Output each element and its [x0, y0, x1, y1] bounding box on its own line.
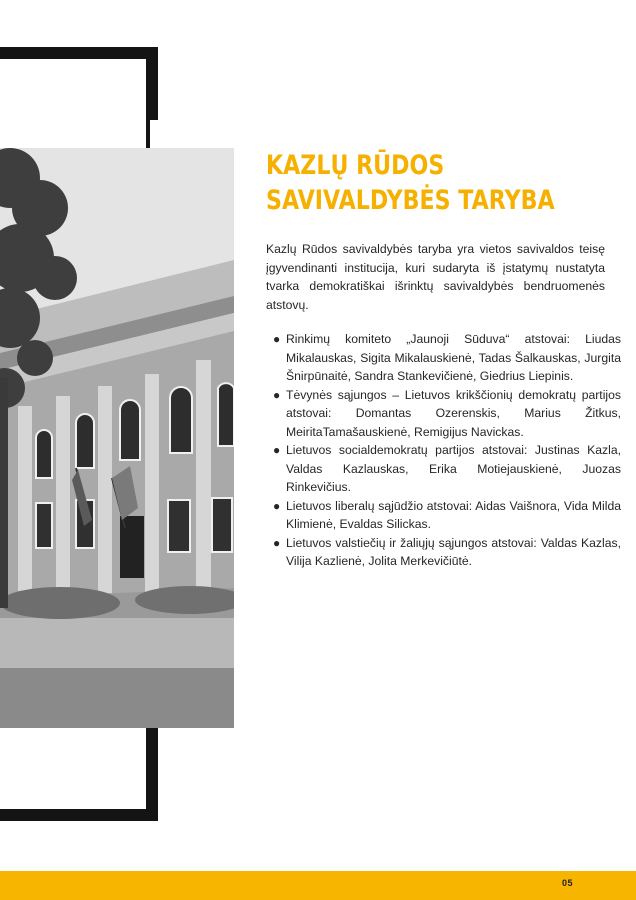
bullet-icon: ● [273, 443, 281, 457]
list-item [273, 497, 621, 534]
title-line-2: SAVIVALDYBĖS TARYBA [266, 185, 555, 216]
municipality-building-photo [0, 148, 234, 728]
list-item [273, 330, 621, 386]
bullet-icon: ● [273, 498, 281, 513]
page-number: 05 [561, 878, 573, 888]
list-item-text: Lietuvos socialdemokratų partijos atstovai: Justinas Kazla, Valdas Kazlauskas, Erika Motiejauskienė, Juozas Rinkevičius. [286, 443, 621, 494]
footer-bar [0, 871, 636, 900]
list-item-text: Tėvynės sąjungos – Lietuvos krikščionių demokratų partijos atstovai: Domantas Ozerenskis, Marius Žitkus, MeiritaTamašauskienė, Remigijus Navickas. [286, 387, 621, 439]
list-item-text: Rinkimų komiteto „Jaunoji Sūduva“ atstovai: Liudas Mikalauskas, Sigita Mikalauskienė, Tadas Šalkauskas, Jurgita Šnirpūnaitė, Sandra Stankevičienė, Giedrius Liepinis. [286, 332, 621, 383]
page-title [266, 148, 555, 218]
bullet-icon: ● [273, 332, 281, 346]
intro-paragraph: Kazlų Rūdos savivaldybės taryba yra vietos savivaldos teisę įgyvendinanti institucija, kuri sudaryta iš įstatymų nustatyta tvarka demokratiškai išrinktų savivaldybės bendruomenės atstovų. [266, 242, 605, 312]
list-item [273, 386, 621, 442]
bullet-icon: ● [273, 535, 281, 550]
title-line-1: KAZLŲ RŪDOS [266, 150, 445, 181]
bullet-icon: ● [273, 387, 281, 402]
list-item-text: Lietuvos valstiečių ir žaliųjų sąjungos atstovai: Valdas Kazlas, Vilija Kazlienė, Jolita Merkevičiūtė. [286, 535, 621, 568]
list-item-text: Lietuvos liberalų sąjūdžio atstovai: Aidas Vaišnora, Vida Milda Klimienė, Evaldas Silickas. [286, 498, 621, 531]
list-item [273, 441, 621, 497]
list-item [273, 534, 621, 571]
party-list [270, 330, 621, 571]
